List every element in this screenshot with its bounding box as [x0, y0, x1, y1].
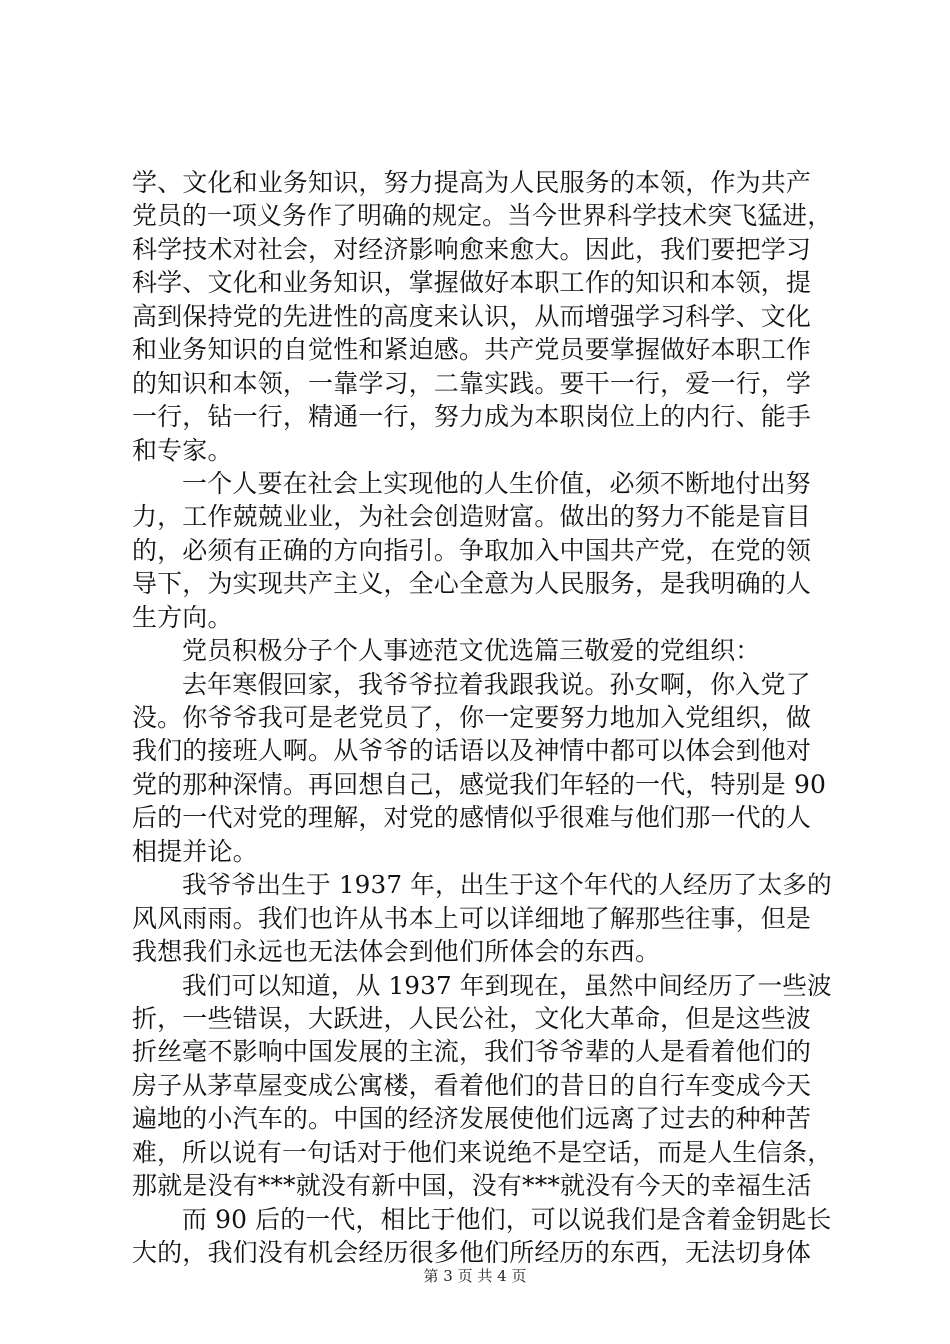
text-line: 没。你爷爷我可是老党员了，你一定要努力地加入党组织，做	[132, 703, 812, 732]
text-line: 后的一代对党的理解，对党的感情似乎很难与他们那一代的人	[132, 803, 812, 833]
text-line: 和专家。	[132, 435, 233, 465]
text-line: 难，所以说有一句话对于他们来说绝不是空话，而是人生信条，	[132, 1137, 833, 1167]
text-line: 我想我们永远也无法体会到他们所体会的东西。	[132, 937, 661, 967]
text-line: 风风雨雨。我们也许从书本上可以详细地了解那些往事，但是	[132, 903, 812, 933]
text-line: 的知识和本领，一靠学习，二靠实践。要干一行，爱一行，学	[132, 368, 812, 398]
text-line: 党员积极分子个人事迹范文优选篇三敬爱的党组织：	[182, 636, 761, 666]
text-line: 大的，我们没有机会经历很多他们所经历的东西，无法切身体	[132, 1238, 812, 1267]
text-line: 折，一些错误，大跃进，人民公社，文化大革命，但是这些波	[132, 1003, 812, 1033]
text-line: 党的那种深情。再回想自己，感觉我们年轻的一代，特别是 90	[132, 769, 827, 799]
text-line: 一行，钻一行，精通一行，努力成为本职岗位上的内行、能手	[132, 402, 812, 432]
text-line: 我们可以知道，从 1937 年到现在，虽然中间经历了一些波	[182, 970, 832, 1000]
text-line: 折丝毫不影响中国发展的主流，我们爷爷辈的人是看着他们的	[132, 1037, 812, 1067]
text-line: 而 90 后的一代，相比于他们，可以说我们是含着金钥匙长	[182, 1204, 832, 1234]
text-line: 我爷爷出生于 1937 年，出生于这个年代的人经历了太多的	[182, 870, 832, 900]
text-line: 生方向。	[132, 602, 233, 632]
text-line: 相提并论。	[132, 836, 258, 866]
text-line: 那就是没有***就没有新中国，没有***就没有今天的幸福生活	[132, 1171, 812, 1201]
text-line: 导下，为实现共产主义，全心全意为人民服务，是我明确的人	[132, 569, 812, 599]
document-body	[132, 166, 832, 1269]
text-line: 科学、文化和业务知识，掌握做好本职工作的知识和本领，提	[132, 268, 812, 298]
text-line: 一个人要在社会上实现他的人生价值，必须不断地付出努	[182, 468, 811, 498]
text-line: 学、文化和业务知识，努力提高为人民服务的本领，作为共产	[132, 168, 812, 197]
text-line: 党员的一项义务作了明确的规定。当今世界科学技术突飞猛进，	[132, 201, 833, 231]
text-line: 和业务知识的自觉性和紧迫感。共产党员要掌握做好本职工作	[132, 335, 812, 365]
text-line: 遍地的小汽车的。中国的经济发展使他们远离了过去的种种苦	[132, 1104, 812, 1134]
text-line: 力，工作兢兢业业，为社会创造财富。做出的努力不能是盲目	[132, 502, 812, 532]
text-line: 科学技术对社会，对经济影响愈来愈大。因此，我们要把学习	[132, 234, 812, 264]
text-line: 高到保持党的先进性的高度来认识，从而增强学习科学、文化	[132, 301, 812, 331]
text-line: 房子从茅草屋变成公寓楼，看着他们的昔日的自行车变成今天	[132, 1070, 812, 1100]
page-footer: 第 3 页 共 4 页	[423, 1267, 527, 1285]
text-line: 的，必须有正确的方向指引。争取加入中国共产党，在党的领	[132, 535, 812, 565]
text-line: 我们的接班人啊。从爷爷的话语以及神情中都可以体会到他对	[132, 736, 812, 766]
text-line: 去年寒假回家，我爷爷拉着我跟我说。孙女啊，你入党了	[182, 669, 811, 699]
